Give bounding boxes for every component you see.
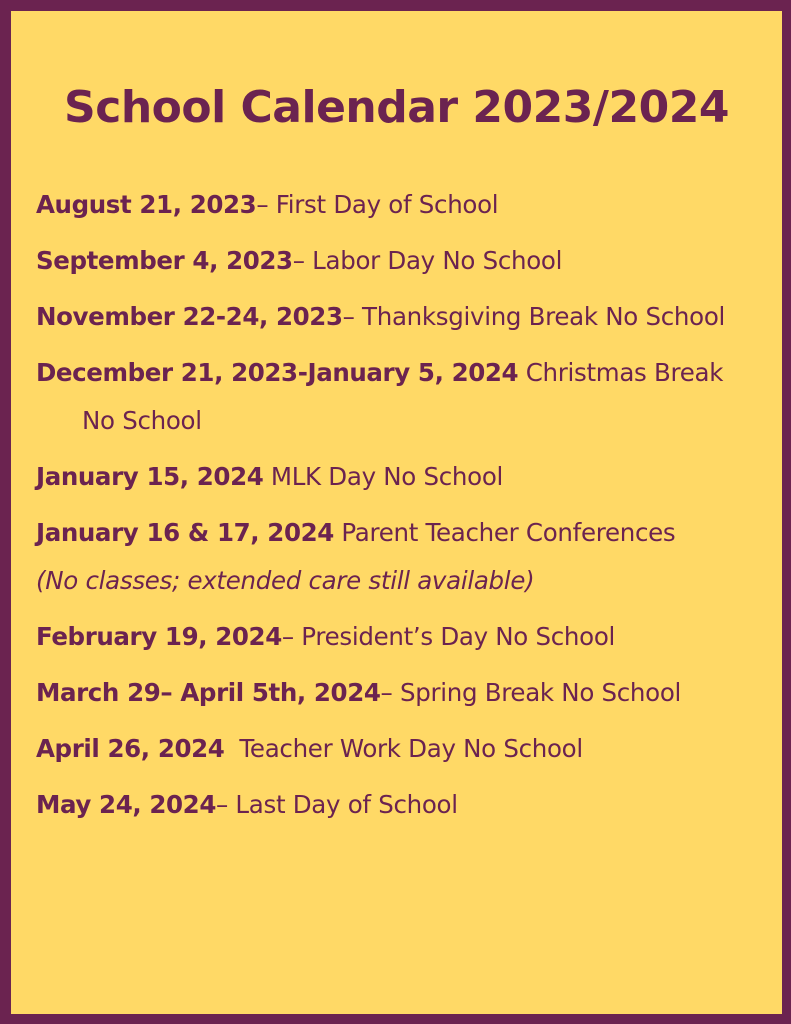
event-item: [36, 237, 736, 285]
event-item: [36, 725, 736, 773]
event-date: November 22-24, 2023: [36, 302, 343, 331]
event-item: [36, 181, 736, 229]
event-description: – President’s Day No School: [281, 622, 616, 651]
event-description: – Thanksgiving Break No School: [342, 302, 726, 331]
event-description: Parent Teacher Conferences: [333, 518, 676, 547]
event-date: May 24, 2024: [36, 790, 216, 819]
event-list: [36, 181, 736, 837]
event-date: December 21, 2023-January 5, 2024: [36, 358, 519, 387]
event-item: [36, 781, 736, 829]
event-item: [36, 349, 736, 445]
event-item: [36, 509, 736, 605]
event-item: [36, 293, 736, 341]
event-date: April 26, 2024: [36, 734, 225, 763]
event-description: – Labor Day No School: [292, 246, 563, 275]
event-description: – Last Day of School: [215, 790, 458, 819]
calendar-panel: [11, 11, 782, 1014]
event-description: Christmas Break No School: [82, 358, 724, 435]
page-title: School Calendar 2023/2024: [64, 82, 729, 133]
event-description: MLK Day No School: [263, 462, 504, 491]
event-date: August 21, 2023: [36, 190, 257, 219]
event-date: January 16 & 17, 2024: [36, 518, 334, 547]
event-description: Teacher Work Day No School: [224, 734, 583, 763]
event-description: – First Day of School: [256, 190, 499, 219]
event-date: September 4, 2023: [36, 246, 293, 275]
event-date: February 19, 2024: [36, 622, 282, 651]
event-note: (No classes; extended care still available): [36, 566, 535, 595]
event-description: – Spring Break No School: [380, 678, 682, 707]
event-date: March 29– April 5th, 2024: [36, 678, 381, 707]
event-item: [36, 453, 736, 501]
event-date: January 15, 2024: [36, 462, 264, 491]
event-item: [36, 669, 736, 717]
event-item: [36, 613, 736, 661]
